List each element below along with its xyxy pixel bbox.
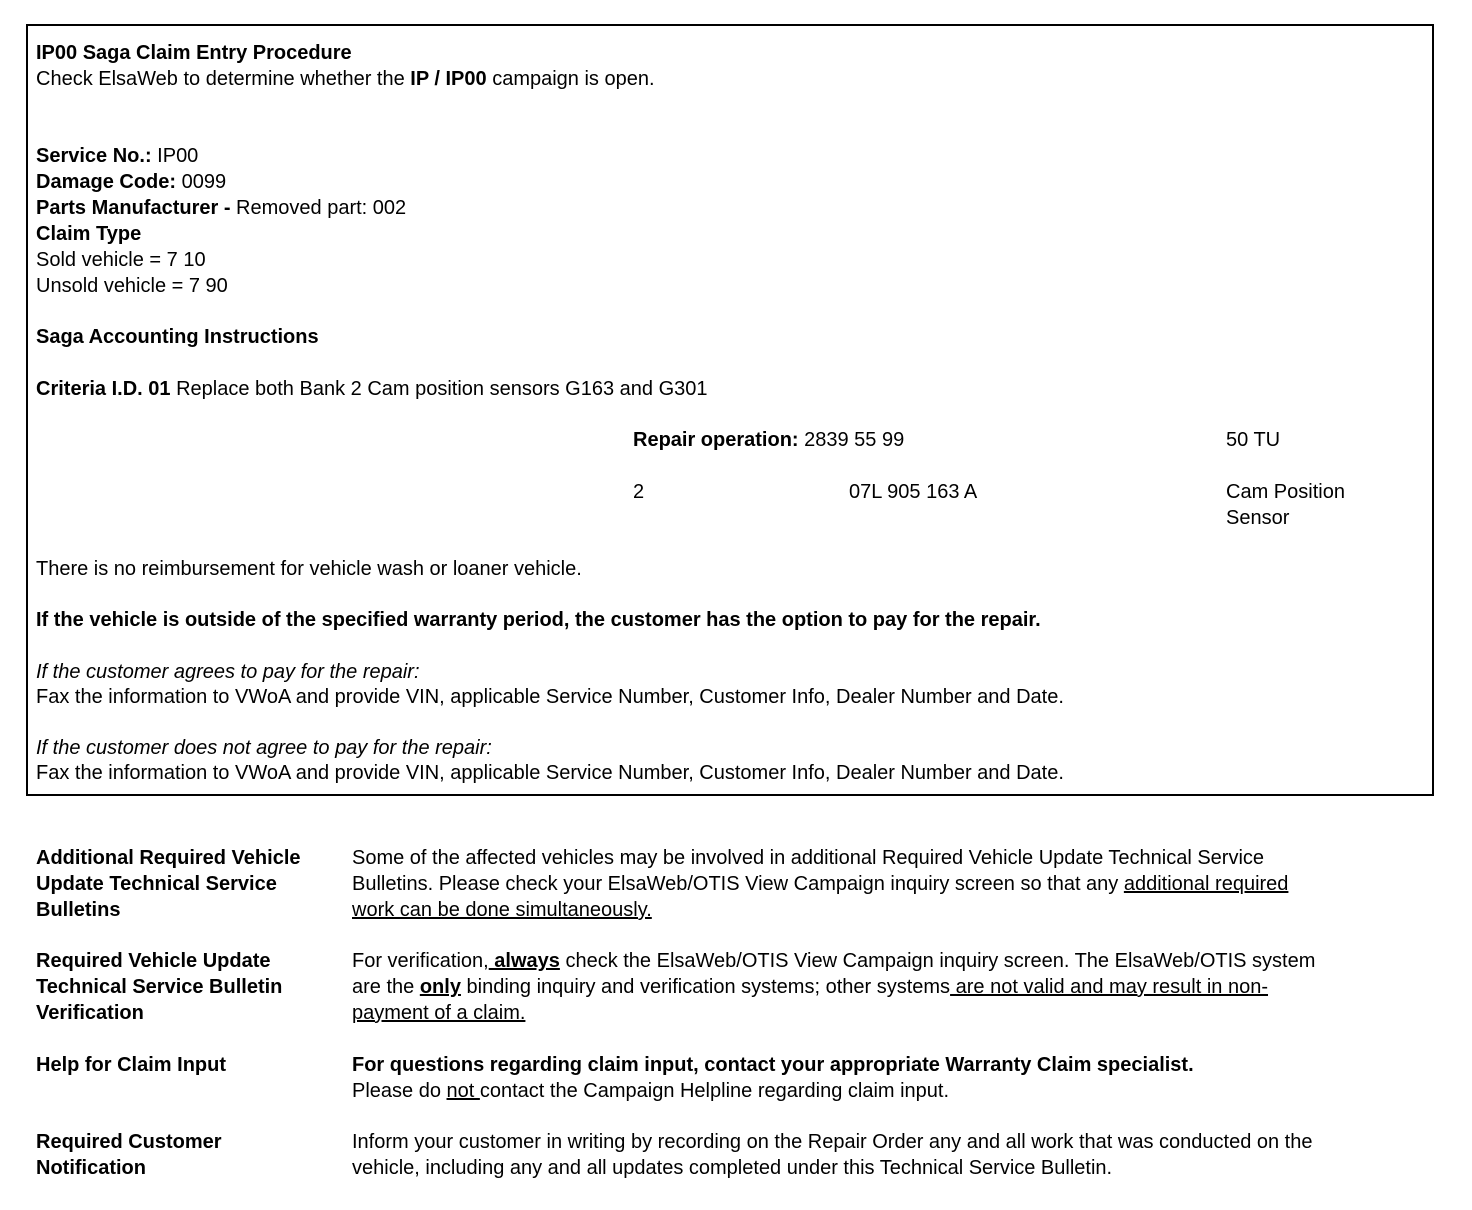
unsold-vehicle: Unsold vehicle = 7 90 [36,275,228,297]
agrees-heading: If the customer agrees to pay for the repair: [36,661,420,683]
campaign-check-line: Check ElsaWeb to determine whether the IP / IP00 campaign is open. [36,68,655,90]
not-agree-text: Fax the information to VWoA and provide VIN, applicable Service Number, Customer Info, Dealer Number and Date. [36,762,1064,784]
service-number: Service No.: IP00 [36,145,199,167]
claim-type-label: Claim Type [36,223,142,245]
warranty-note: If the vehicle is outside of the specified warranty period, the customer has the option to pay for the repair. [36,609,1041,631]
help-claim-text: For questions regarding claim input, contact your appropriate Warranty Claim specialist. Please do not contact the Campaign Helpline regarding claim input. [352,1054,1194,1102]
claim-title: IP00 Saga Claim Entry Procedure [36,42,352,64]
sold-vehicle: Sold vehicle = 7 10 [36,249,206,271]
no-reimbursement: There is no reimbursement for vehicle wash or loaner vehicle. [36,558,582,580]
additional-bulletins-label: Additional Required Vehicle Update Technical Service Bulletins [36,847,301,921]
part-description-line1: Cam Position [1226,481,1345,503]
parts-manufacturer: Parts Manufacturer - Removed part: 002 [36,197,407,219]
additional-bulletins-text: Some of the affected vehicles may be involved in additional Required Vehicle Update Technical Service Bulletins. Please check your ElsaWeb/OTIS View Campaign inquiry screen so that any additional required work can be done simultaneously. [352,847,1289,921]
customer-notification-text: Inform your customer in writing by recording on the Repair Order any and all work that was conducted on the vehicle, including any and all updates completed under this Technical Service Bulletin. [352,1131,1313,1179]
verification-text: For verification, always check the ElsaWeb/OTIS View Campaign inquiry screen. The ElsaWeb/OTIS system are the only binding inquiry and verification systems; other systems are not valid and may result in non- payment of a claim. [352,950,1316,1024]
repair-operation: Repair operation: 2839 55 99 [633,429,905,451]
customer-notification-label: Required Customer Notification [36,1131,222,1179]
part-description-line2: Sensor [1226,507,1290,529]
repair-time-units: 50 TU [1226,429,1281,451]
verification-label: Required Vehicle Update Technical Service Bulletin Verification [36,950,283,1024]
part-quantity: 2 [633,481,645,503]
not-agree-heading: If the customer does not agree to pay for the repair: [36,737,492,759]
part-number: 07L 905 163 A [849,481,978,503]
help-claim-label: Help for Claim Input [36,1054,226,1076]
damage-code: Damage Code: 0099 [36,171,227,193]
criteria-line: Criteria I.D. 01 Replace both Bank 2 Cam position sensors G163 and G301 [36,378,708,400]
agrees-text: Fax the information to VWoA and provide VIN, applicable Service Number, Customer Info, Dealer Number and Date. [36,686,1064,708]
saga-heading: Saga Accounting Instructions [36,326,319,348]
